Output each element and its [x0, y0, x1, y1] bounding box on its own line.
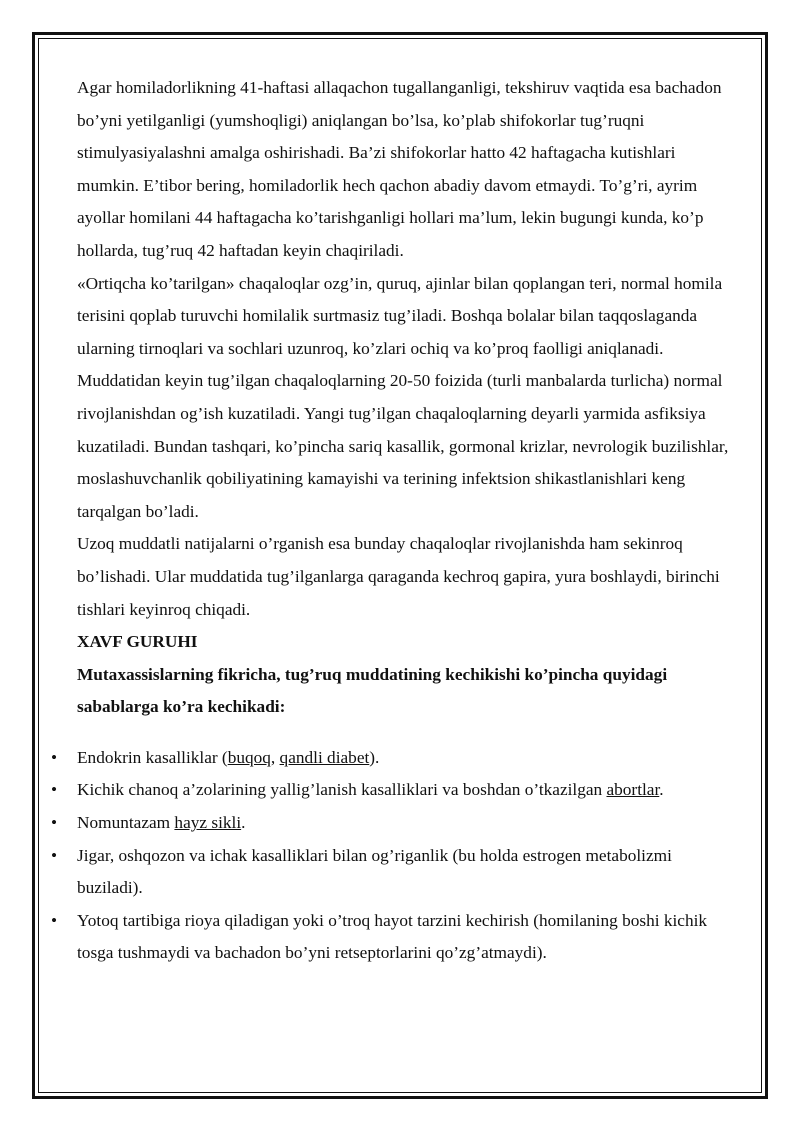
list-item	[51, 774, 732, 807]
link-abortlar[interactable]: abortlar	[606, 780, 660, 800]
bullet-icon: •	[51, 845, 58, 865]
list-item-text: Nomuntazam	[77, 813, 175, 833]
list-item	[51, 840, 732, 905]
bullet-icon: •	[51, 780, 58, 800]
bullet-icon: •	[51, 747, 58, 767]
link-qandli-diabet[interactable]: qandli diabet	[279, 747, 370, 767]
bullet-icon: •	[51, 813, 58, 833]
list-item-text: .	[241, 813, 246, 833]
paragraph-3: Muddatidan keyin tug’ilgan chaqaloqlarning 20-50 foizida (turli manbalarda turlicha) normal rivojlanishdan og’ish kuzatiladi. Yangi tug’ilgan chaqaloqlarning deyarli yarmida asfiksiya kuzatiladi. Bundan tashqari, ko’pincha sariq kasallik, gormonal krizlar, nevrologik buzilishlar, moslashuvchanlik qobiliyatining kamayishi va terining infektsion shikastlanishlari keng tarqalgan bo’ladi.	[77, 371, 729, 521]
list-item	[51, 742, 732, 775]
risk-factors-list	[51, 742, 732, 970]
section-heading: XAVF GURUHI	[77, 632, 198, 652]
list-item-text: .	[659, 780, 664, 800]
list-item-text: ).	[369, 747, 380, 767]
list-item-text: Yotoq tartibiga rioya qiladigan yoki o’troq hayot tarzini kechirish (homilaning boshi kichik tosga tushmaydi va bachadon bo’yni retseptorlarini qo’zg’atmaydi).	[77, 910, 708, 963]
paragraph-1: Agar homiladorlikning 41-haftasi allaqachon tugallanganligi, tekshiruv vaqtida esa bachadon bo’yni yetilganligi (yumshoqligi) aniqlangan bo’lsa, ko’plab shifokorlar tug’ruqni stimulyasiyalashni amalga oshirishadi. Ba’zi shifokorlar hatto 42 haftagacha kutishlari mumkin. E’tibor bering, homiladorlik hech qachon abadiy davom etmaydi. To’g’ri, ayrim ayollar homilani 44 haftagacha ko’tarishganligi hollari ma’lum, lekin bugungi kunda, ko’p hollarda, tug’ruq 42 haftadan keyin chaqiriladi.	[77, 78, 722, 260]
list-item-text: Jigar, oshqozon va ichak kasalliklari bilan og’riganlik (bu holda estrogen metabolizmi buziladi).	[77, 845, 672, 898]
list-item-text: Kichik chanoq a’zolarining yallig’lanish kasalliklari va boshdan o’tkazilgan	[77, 780, 607, 800]
list-item	[51, 807, 732, 840]
list-item	[51, 905, 732, 970]
link-hayz-sikli[interactable]: hayz sikli	[174, 813, 242, 833]
paragraph-4: Uzoq muddatli natijalarni o’rganish esa bunday chaqaloqlar rivojlanishda ham sekinroq bo’lishadi. Ular muddatida tug’ilganlarga qaraganda kechroq gapira, yura boshlaydi, birinchi tishlari keyinroq chiqadi.	[77, 534, 720, 619]
link-buqoq[interactable]: buqoq	[227, 747, 271, 767]
bullet-icon: •	[51, 910, 58, 930]
list-item-text: Endokrin kasalliklar (	[77, 747, 228, 767]
section-subheading: Mutaxassislarning fikricha, tug’ruq muddatining kechikishi ko’pincha quyidagi sabablarga ko’ra kechikadi:	[77, 664, 668, 717]
document-body	[51, 72, 732, 970]
paragraph-2: «Ortiqcha ko’tarilgan» chaqaloqlar ozg’in, quruq, ajinlar bilan qoplangan teri, normal homila terisini qoplab turuvchi homilalik surtmasiz tug’iladi. Boshqa bolalar bilan taqqoslaganda ularning tirnoqlari va sochlari uzunroq, ko’zlari ochiq va ko’proq faolligi aniqlanadi.	[77, 273, 723, 358]
list-item-text: ,	[270, 747, 280, 767]
